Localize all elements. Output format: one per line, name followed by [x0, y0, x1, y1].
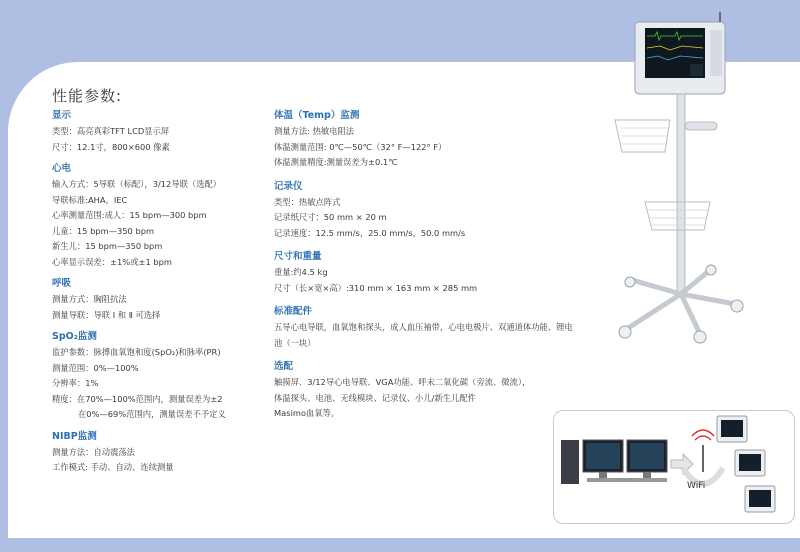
- section-title: 心电: [52, 163, 72, 174]
- pc-tower-icon: [561, 440, 579, 484]
- section-title: SpO₂监测: [52, 331, 97, 342]
- spec-line: 记录纸尺寸：50 mm × 20 m: [274, 212, 387, 222]
- spec-line: 重量:约4.5 kg: [274, 267, 328, 277]
- spec-line: 心率显示误差：±1%或±1 bpm: [52, 256, 172, 267]
- section-resp: [52, 276, 267, 323]
- section-title: 标准配件: [274, 306, 313, 317]
- section-title: 尺寸和重量: [274, 251, 322, 262]
- monitor-stand-image: [600, 12, 770, 347]
- spec-line: 儿童：15 bpm—350 bpm: [52, 225, 155, 236]
- wifi-label: WiFi: [687, 481, 706, 491]
- section-size-weight: [274, 249, 574, 296]
- spec-line: 监护参数：脉搏血氧饱和度(SpO₂)和脉率(PR): [52, 347, 221, 357]
- middle-column: [274, 108, 574, 430]
- spec-line: 输入方式：5导联（标配），3/12导联（选配）: [52, 179, 222, 189]
- section-title: 呼吸: [52, 278, 72, 289]
- spec-line: 尺寸（长×宽×高）:310 mm × 163 mm × 285 mm: [274, 282, 478, 293]
- bottom-band: [0, 538, 800, 552]
- spec-line: 类型：热敏点阵式: [274, 196, 341, 207]
- spec-line: 体温探头、电池、无线模块、记录仪、小儿/新生儿配件: [274, 392, 476, 403]
- section-title: 体温（Temp）监测: [274, 110, 360, 121]
- spec-line: 体温测量范围: 0℃—50℃（32° F—122° F）: [274, 141, 447, 152]
- section-ecg: [52, 161, 267, 270]
- spec-line: Masimo血氧等。: [274, 408, 340, 418]
- section-title: 选配: [274, 361, 294, 372]
- spec-line: 导联标准:AHA，IEC: [52, 194, 128, 205]
- section-optional: [274, 359, 574, 422]
- section-recorder: [274, 179, 574, 242]
- page-title: 性能参数:: [52, 87, 123, 105]
- spec-line: 测量导联：导联 Ⅰ 和 Ⅱ 可选择: [52, 309, 161, 320]
- spec-line: 五导心电导联，血氧饱和探头，成人血压袖带，心电电极片、双通道体功能、锂电池（一块）: [274, 322, 573, 348]
- spec-line: 尺寸：12.1寸，800×600 像素: [52, 141, 170, 152]
- spec-line: 触摸屏、3/12导心电导联、VGA功能、呼末二氧化碳（旁流、微流），: [274, 377, 531, 387]
- spec-line: 心率测量范围:成人：15 bpm—300 bpm: [52, 210, 207, 220]
- section-display: [52, 108, 267, 155]
- section-title: 记录仪: [274, 180, 303, 192]
- spec-line: 测量方法: 热敏电阻法: [274, 126, 355, 136]
- spec-line: 在0%—69%范围内，测量误差不予定义: [78, 409, 226, 419]
- section-nibp: [52, 429, 267, 476]
- spec-line: 精度：在70%—100%范围内，测量误差为±2: [52, 393, 223, 404]
- spec-line: 工作模式: 手动、自动、连续测量: [52, 462, 174, 472]
- spec-line: 测量方式：胸阻抗法: [52, 294, 127, 304]
- spec-line: 测量范围：0%—100%: [52, 362, 139, 373]
- spec-line: 分辨率：1%: [52, 378, 99, 388]
- section-title: 显示: [52, 110, 72, 121]
- section-temp: [274, 108, 574, 171]
- spec-line: 记录速度：12.5 mm/s，25.0 mm/s，50.0 mm/s: [274, 227, 466, 238]
- spec-line: 新生儿：15 bpm—350 bpm: [52, 241, 163, 251]
- spec-line: 体温测量精度:测量误差为±0.1℃: [274, 157, 398, 167]
- network-diagram: [553, 410, 793, 522]
- left-column: [52, 108, 267, 482]
- section-spo2: [52, 329, 267, 423]
- section-title: NIBP监测: [52, 430, 97, 442]
- spec-line: 类型：高亮真彩TFT LCD显示屏: [52, 126, 170, 136]
- spec-line: 测量方法：自动震荡法: [52, 446, 135, 457]
- section-standard-accessories: [274, 304, 574, 351]
